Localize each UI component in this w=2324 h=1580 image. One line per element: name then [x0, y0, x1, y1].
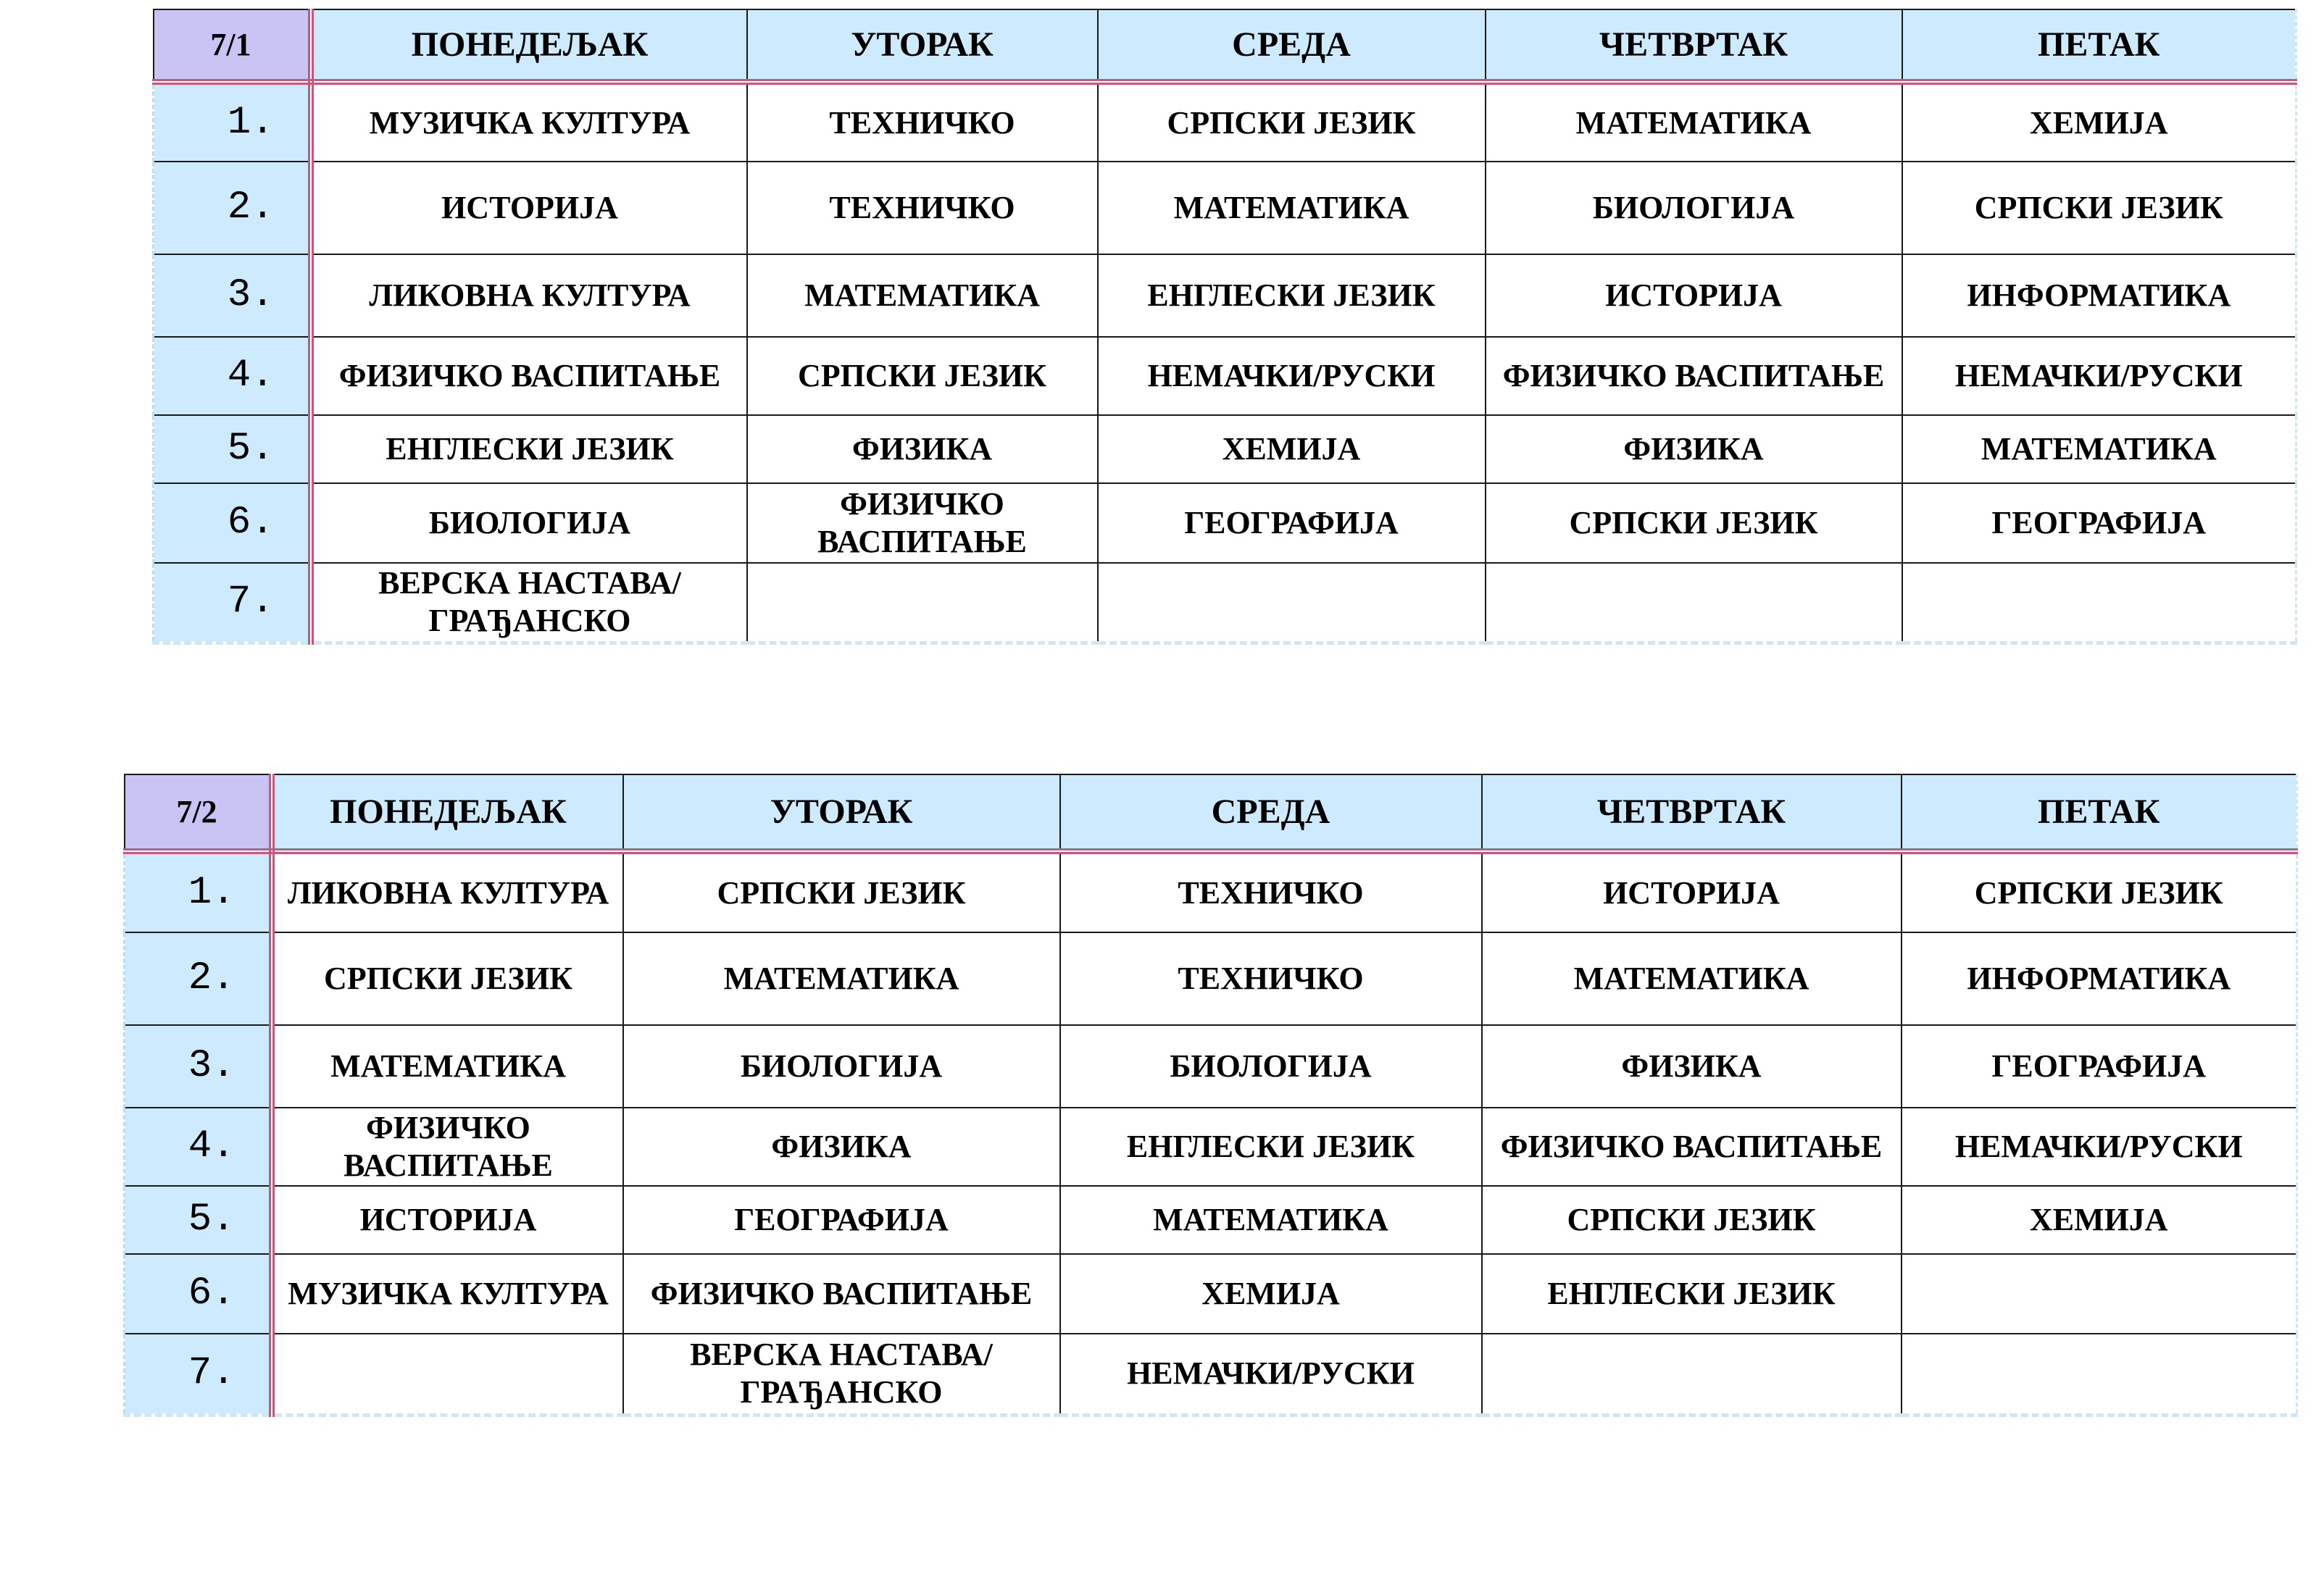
period-number: 5. [125, 1186, 272, 1254]
subject-cell: ХЕМИЈА [1060, 1254, 1482, 1334]
table-row [125, 932, 2297, 1025]
subject-cell: МАТЕМАТИКА [1482, 932, 1902, 1025]
period-number: 5. [154, 415, 311, 483]
day-header: СРЕДА [1098, 9, 1486, 82]
period-number: 7. [154, 563, 311, 643]
schedule-table-7-1 [152, 9, 2297, 645]
subject-cell: МАТЕМАТИКА [1060, 1186, 1482, 1254]
class-label: 7/1 [154, 9, 311, 82]
subject-cell: ИНФОРМАТИКА [1902, 254, 2296, 337]
day-header: ПЕТАК [1902, 9, 2296, 82]
table-row [125, 1334, 2297, 1415]
subject-cell: ТЕХНИЧКО [1060, 932, 1482, 1025]
subject-cell: ГЕОГРАФИЈА [623, 1186, 1060, 1254]
period-number: 4. [125, 1108, 272, 1186]
subject-cell [272, 1334, 623, 1415]
subject-cell [1486, 563, 1902, 643]
subject-cell: ВЕРСКА НАСТАВА/ГРАЂАНСКО [311, 563, 747, 643]
subject-cell [1902, 563, 2296, 643]
subject-cell: ГЕОГРАФИЈА [1902, 483, 2296, 563]
subject-cell: СРПСКИ ЈЕЗИК [272, 932, 623, 1025]
subject-cell: ИНФОРМАТИКА [1902, 932, 2297, 1025]
subject-cell: ИСТОРИЈА [1482, 851, 1902, 932]
subject-cell: СРПСКИ ЈЕЗИК [1902, 851, 2297, 932]
period-number: 2. [154, 162, 311, 254]
subject-cell: ИСТОРИЈА [272, 1186, 623, 1254]
table-row [125, 851, 2297, 932]
subject-cell: ГЕОГРАФИЈА [1902, 1025, 2297, 1108]
day-header: ПОНЕДЕЉАК [272, 774, 623, 851]
subject-cell: БИОЛОГИЈА [1060, 1025, 1482, 1108]
subject-cell: МАТЕМАТИКА [1486, 82, 1902, 162]
table-row [125, 1186, 2297, 1254]
period-number: 1. [154, 82, 311, 162]
period-number: 3. [154, 254, 311, 337]
table-row [154, 82, 2296, 162]
subject-cell: ФИЗИЧКО ВАСПИТАЊЕ [311, 337, 747, 415]
table-row [154, 254, 2296, 337]
subject-cell: СРПСКИ ЈЕЗИК [1902, 162, 2296, 254]
subject-cell [1098, 563, 1486, 643]
schedule-table-7-2 [123, 774, 2298, 1417]
subject-cell: ФИЗИКА [1482, 1025, 1902, 1108]
subject-cell: МАТЕМАТИКА [272, 1025, 623, 1108]
period-number: 1. [125, 851, 272, 932]
subject-cell: ИСТОРИЈА [1486, 254, 1902, 337]
table-row [154, 483, 2296, 563]
subject-cell: ФИЗИКА [623, 1108, 1060, 1186]
subject-cell [1902, 1334, 2297, 1415]
subject-cell: СРПСКИ ЈЕЗИК [1486, 483, 1902, 563]
subject-cell [747, 563, 1098, 643]
subject-cell: ЕНГЛЕСКИ ЈЕЗИК [311, 415, 747, 483]
header-row [125, 774, 2297, 851]
subject-cell: ХЕМИЈА [1902, 82, 2296, 162]
subject-cell: НЕМАЧКИ/РУСКИ [1060, 1334, 1482, 1415]
subject-cell [1902, 1254, 2297, 1334]
subject-cell: ВЕРСКА НАСТАВА/ГРАЂАНСКО [623, 1334, 1060, 1415]
table-row [154, 337, 2296, 415]
subject-cell: ТЕХНИЧКО [747, 162, 1098, 254]
subject-cell: НЕМАЧКИ/РУСКИ [1902, 337, 2296, 415]
table-row [154, 563, 2296, 643]
day-header: СРЕДА [1060, 774, 1482, 851]
subject-cell: СРПСКИ ЈЕЗИК [1482, 1186, 1902, 1254]
subject-cell: ТЕХНИЧКО [747, 82, 1098, 162]
period-number: 3. [125, 1025, 272, 1108]
period-number: 2. [125, 932, 272, 1025]
subject-cell: МАТЕМАТИКА [623, 932, 1060, 1025]
subject-cell: МУЗИЧКА КУЛТУРА [272, 1254, 623, 1334]
subject-cell: ФИЗИЧКО ВАСПИТАЊЕ [623, 1254, 1060, 1334]
subject-cell: ФИЗИЧКО ВАСПИТАЊЕ [747, 483, 1098, 563]
table-row [154, 162, 2296, 254]
subject-cell: ФИЗИЧКО ВАСПИТАЊЕ [1486, 337, 1902, 415]
subject-cell: ЕНГЛЕСКИ ЈЕЗИК [1098, 254, 1486, 337]
header-row [154, 9, 2296, 82]
table-row [154, 415, 2296, 483]
period-number: 6. [154, 483, 311, 563]
day-header: ЧЕТВРТАК [1482, 774, 1902, 851]
day-header: ПЕТАК [1902, 774, 2297, 851]
subject-cell: ХЕМИЈА [1902, 1186, 2297, 1254]
subject-cell: МАТЕМАТИКА [747, 254, 1098, 337]
subject-cell: ФИЗИЧКО ВАСПИТАЊЕ [1482, 1108, 1902, 1186]
subject-cell: ЛИКОВНА КУЛТУРА [272, 851, 623, 932]
subject-cell: МАТЕМАТИКА [1098, 162, 1486, 254]
subject-cell: ФИЗИКА [1486, 415, 1902, 483]
subject-cell: БИОЛОГИЈА [623, 1025, 1060, 1108]
table-row [125, 1108, 2297, 1186]
day-header: ПОНЕДЕЉАК [311, 9, 747, 82]
subject-cell: МУЗИЧКА КУЛТУРА [311, 82, 747, 162]
subject-cell: ИСТОРИЈА [311, 162, 747, 254]
subject-cell [1482, 1334, 1902, 1415]
subject-cell: ЕНГЛЕСКИ ЈЕЗИК [1060, 1108, 1482, 1186]
subject-cell: НЕМАЧКИ/РУСКИ [1902, 1108, 2297, 1186]
table-row [125, 1254, 2297, 1334]
subject-cell: МАТЕМАТИКА [1902, 415, 2296, 483]
class-label: 7/2 [125, 774, 272, 851]
subject-cell: БИОЛОГИЈА [1486, 162, 1902, 254]
period-number: 7. [125, 1334, 272, 1415]
subject-cell: БИОЛОГИЈА [311, 483, 747, 563]
subject-cell: ФИЗИКА [747, 415, 1098, 483]
subject-cell: СРПСКИ ЈЕЗИК [1098, 82, 1486, 162]
subject-cell: ЛИКОВНА КУЛТУРА [311, 254, 747, 337]
day-header: ЧЕТВРТАК [1486, 9, 1902, 82]
period-number: 4. [154, 337, 311, 415]
day-header: УТОРАК [747, 9, 1098, 82]
subject-cell: ТЕХНИЧКО [1060, 851, 1482, 932]
subject-cell: ЕНГЛЕСКИ ЈЕЗИК [1482, 1254, 1902, 1334]
subject-cell: СРПСКИ ЈЕЗИК [747, 337, 1098, 415]
subject-cell: ФИЗИЧКО ВАСПИТАЊЕ [272, 1108, 623, 1186]
subject-cell: ГЕОГРАФИЈА [1098, 483, 1486, 563]
period-number: 6. [125, 1254, 272, 1334]
day-header: УТОРАК [623, 774, 1060, 851]
subject-cell: НЕМАЧКИ/РУСКИ [1098, 337, 1486, 415]
table-row [125, 1025, 2297, 1108]
subject-cell: ХЕМИЈА [1098, 415, 1486, 483]
subject-cell: СРПСКИ ЈЕЗИК [623, 851, 1060, 932]
